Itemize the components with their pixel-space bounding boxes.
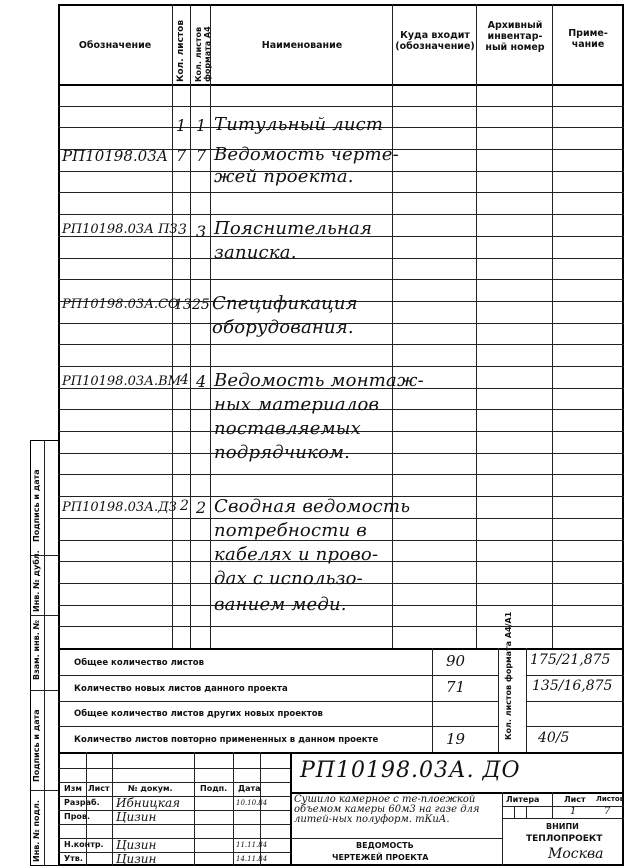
row-5-sheets: 4	[180, 372, 189, 388]
row-rule	[58, 474, 624, 475]
approve-name: Цизин	[116, 852, 157, 866]
role-norm-control: Н.контр.	[64, 840, 104, 849]
role-approve: Утв.	[64, 854, 83, 863]
stamp-head-date: Дата	[238, 784, 261, 793]
sheets-value: 7	[604, 806, 611, 817]
row-5-a4: 4	[196, 372, 207, 391]
stamp-head-list: Лист	[88, 784, 110, 793]
a4-a1-reused: 40/5	[538, 730, 570, 746]
approve-date: 14.11.84	[236, 855, 268, 863]
object-title: Сушило камерное с те-плоежкой объемом камеры 60м3 на газе для литей-ных полуформ. тКиА.	[294, 794, 480, 825]
row-4-name-line-1: Спецификация	[212, 293, 358, 314]
row-rule	[58, 626, 624, 627]
side-sign-date-upper: Подпись и дата	[32, 469, 41, 542]
row-rule	[58, 258, 624, 259]
row-rule	[58, 106, 624, 107]
row-5-name-line-2: ных материалов	[214, 394, 380, 415]
row-5-code: РП10198.03А.ВМ	[62, 374, 181, 389]
row-rule	[58, 344, 624, 345]
row-6-name-line-4: дах с использо-	[214, 568, 363, 589]
row-5-name-line-3: поставляемых	[214, 418, 361, 439]
role-developer: Разраб.	[64, 798, 100, 807]
row-3-a4: 3	[196, 222, 207, 241]
row-rule	[58, 279, 624, 280]
reused-sheets-label: Количество листов повторно примененных в данном проекте	[74, 735, 379, 745]
row-5-name-line-4: подрядчиком.	[214, 442, 351, 463]
row-1-a4: 1	[196, 116, 207, 135]
developer-date: 10.10.84	[236, 799, 268, 807]
side-replace-inv: Взам. инв. №	[32, 619, 41, 680]
doc-title-2: ЧЕРТЕЖЕЙ ПРОЕКТА	[332, 853, 429, 862]
header-archive: Архивный инвентар-ный номер	[485, 20, 545, 53]
row-1-name-line-1: Титульный лист	[214, 114, 384, 135]
row-3-sheets: 3	[178, 222, 187, 238]
row-2-sheets: 7	[176, 146, 187, 165]
stamp-head-izm: Изм	[64, 784, 82, 793]
a4-a1-label: Кол. листов формата А4/А1	[504, 611, 513, 740]
row-4-a4: 25	[192, 297, 210, 313]
city: Москва	[548, 846, 604, 862]
header-a4: Кол. листов формата А4	[194, 26, 212, 82]
sheet-label: Лист	[564, 795, 586, 804]
row-3-name-line-2: записка.	[214, 242, 297, 263]
header-note: Приме-чание	[568, 28, 608, 50]
header-designation: Обозначение	[78, 40, 152, 51]
row-6-code: РП10198.03А.ДЗ	[62, 500, 177, 515]
header-sheets: Кол. листов	[176, 19, 186, 82]
row-6-name-line-3: кабелях и прово-	[214, 544, 379, 565]
org-1: ВНИПИ	[546, 822, 579, 831]
row-6-name-line-5: ванием меди.	[214, 594, 347, 615]
row-2-name-line-2: жей проекта.	[214, 166, 354, 187]
norm-control-name: Цизин	[116, 838, 157, 852]
row-rule	[58, 192, 624, 193]
row-2-name-line-1: Ведомость черте-	[214, 144, 399, 165]
doc-title-1: ВЕДОМОСТЬ	[356, 841, 414, 850]
side-inv-orig: Инв. № подл.	[32, 800, 41, 862]
a4-a1-total: 175/21,875	[530, 652, 611, 668]
stamp-head-sign: Подп.	[200, 784, 228, 793]
row-6-name-line-2: потребности в	[214, 520, 367, 541]
checker-name: Цизин	[116, 810, 157, 824]
row-4-name-line-2: оборудования.	[212, 317, 354, 338]
sheets-label: Листов	[596, 795, 625, 803]
row-rule	[58, 366, 624, 367]
row-3-code: РП10198.03А ПЗ	[62, 222, 178, 237]
side-sign-date-lower: Подпись и дата	[32, 709, 41, 782]
header-enters: Куда входит (обозначение)	[395, 30, 475, 52]
org-2: ТЕПЛОПРОЕКТ	[526, 834, 603, 844]
row-2-a4: 7	[196, 146, 207, 165]
row-1-sheets: 1	[176, 116, 187, 135]
other-sheets-label: Общее количество листов других новых проектов	[74, 709, 323, 719]
row-rule	[58, 214, 624, 215]
side-inv-dup: Инв. № дубл.	[32, 550, 41, 612]
sheet-value: 1	[570, 806, 577, 817]
role-checker: Пров.	[64, 812, 91, 821]
developer-name: Ибницкая	[116, 796, 181, 810]
row-5-name-line-1: Ведомость монтаж-	[214, 370, 424, 391]
new-sheets-label: Количество новых листов данного проекта	[74, 684, 288, 694]
row-rule	[58, 518, 624, 519]
norm-control-date: 11.11.84	[236, 841, 268, 849]
header-bottom-line	[58, 84, 624, 86]
row-2-code: РП10198.03А	[62, 147, 169, 165]
reused-sheets-value: 19	[446, 730, 466, 748]
a4-a1-new: 135/16,875	[532, 678, 613, 694]
total-sheets-value: 90	[446, 652, 466, 670]
total-sheets-label: Общее количество листов	[74, 658, 204, 668]
stamp-code: РП10198.03А. ДО	[300, 758, 521, 783]
row-4-sheets: 13	[174, 297, 192, 313]
row-3-name-line-1: Пояснительная	[214, 218, 373, 239]
litera-label: Литера	[506, 795, 540, 804]
row-6-sheets: 2	[180, 498, 189, 514]
row-6-a4: 2	[196, 498, 207, 517]
header-name: Наименование	[261, 40, 343, 51]
row-4-code: РП10198.03А.СО	[62, 297, 179, 312]
new-sheets-value: 71	[446, 678, 466, 696]
row-6-name-line-1: Сводная ведомость	[214, 496, 411, 517]
stamp-head-doc: № докум.	[128, 784, 173, 793]
